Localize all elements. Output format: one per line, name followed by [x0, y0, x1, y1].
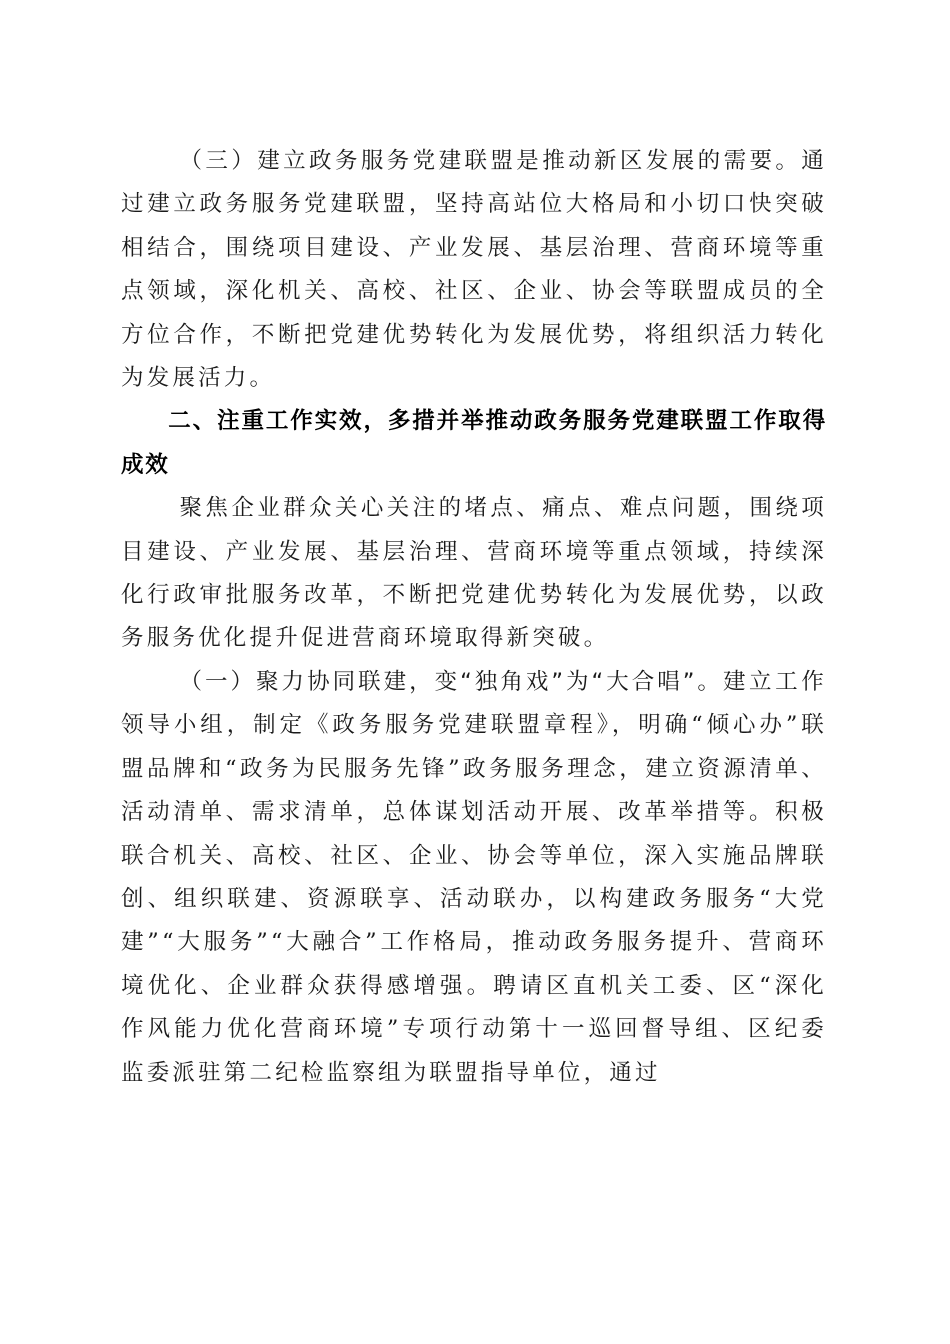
intro-paragraph: 聚焦企业群众关心关注的堵点、痛点、难点问题，围绕项目建设、产业发展、基层治理、营商环境等重点领域，持续深化行政审批服务改革，不断把党建优势转化为发展优势，以政务服务优化提升促进营商环境取得新突破。: [121, 495, 827, 652]
subsection-1-body: 建立工作领导小组，制定《政务服务党建联盟章程》，明确“倾心办”联盟品牌和“政务为民服务先锋”政务服务理念，建立资源清单、活动清单、需求清单，总体谋划活动开展、改革举措等。积极联合机关、高校、社区、企业、协会等单位，深入实施品牌联创、组织联建、资源联享、活动联办，以构建政务服务“大党建”“大服务”“大融合”工作格局，推动政务服务提升、营商环境优化、企业群众获得感增强。聘请区直机关工委、区“深化作风能力优化营商环境”专项行动第十一巡回督导组、区纪委监委派驻第二纪检监察组为联盟指导单位，通过: [121, 668, 827, 1086]
subsection-1-lead: （一）聚力协同联建，变“独角戏”为“大合唱”。: [179, 668, 723, 695]
section-3-paragraph: [121, 140, 827, 400]
section-3-body: 通过建立政务服务党建联盟，坚持高站位大格局和小切口快突破相结合，围绕项目建设、产业发展、基层治理、营商环境等重点领域，深化机关、高校、社区、企业、协会等联盟成员的全方位合作，不断把党建优势转化为发展优势，将组织活力转化为发展活力。: [121, 148, 827, 392]
section-3-lead: （三）建立政务服务党建联盟是推动新区发展的需要。: [179, 148, 802, 174]
document-body: [121, 140, 827, 1095]
section-heading-2: 二、注重工作实效，多措并举推动政务服务党建联盟工作取得成效: [121, 408, 827, 478]
subsection-1-paragraph: [121, 661, 827, 1095]
